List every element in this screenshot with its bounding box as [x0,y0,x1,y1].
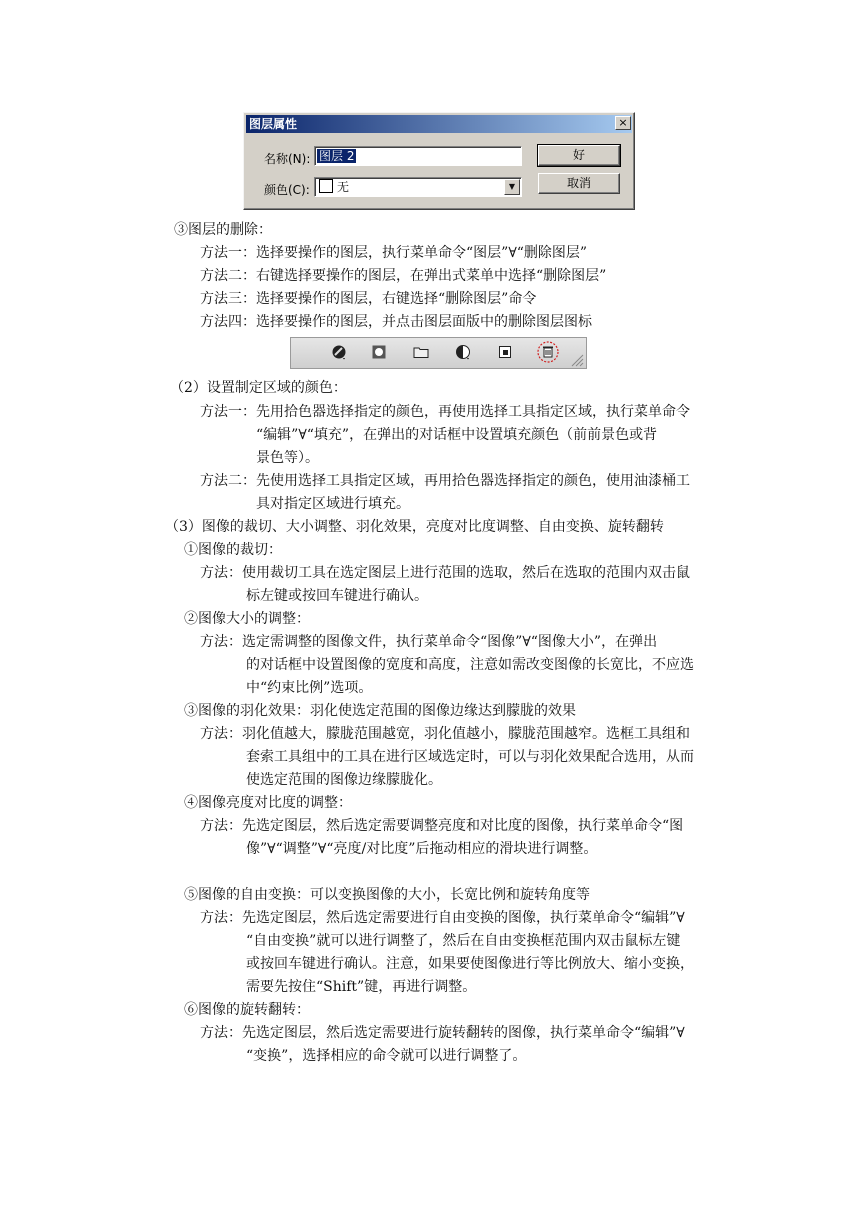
trash-icon[interactable] [537,341,559,363]
layer-properties-dialog [243,112,635,210]
text-line: ④图像亮度对比度的调整： [184,795,352,811]
resize-grip-icon[interactable] [570,352,584,366]
text-line: 像”∀“调整”∀“亮度/对比度”后拖动相应的滑块进行调整。 [246,841,598,857]
text-line: 需要先按住“Shift”键，再进行调整。 [246,979,477,995]
text-line: ③图层的删除： [174,222,272,238]
chevron-down-icon[interactable]: ▼ [504,179,520,195]
layer-style-icon[interactable] [331,344,347,360]
text-line: “自由变换”就可以进行调整了，然后在自由变换框范围内双击鼠标左键 [246,933,681,949]
text-line: 方法二：右键选择要操作的图层，在弹出式菜单中选择“删除图层” [200,268,607,284]
name-label: 名称(N): [264,152,311,166]
text-line: 或按回车键进行确认。注意，如果要使图像进行等比例放大、缩小变换， [246,956,694,972]
text-line: ⑤图像的自由变换：可以变换图像的大小，长宽比例和旋转角度等 [184,887,590,903]
text-line: “变换”，选择相应的命令就可以进行调整了。 [246,1048,527,1064]
text-line: ①图像的裁切： [184,542,282,558]
color-label: 颜色(C): [264,183,310,197]
text-line: 方法：选定需调整的图像文件，执行菜单命令“图像”∀“图像大小”，在弹出 [200,634,658,650]
text-line: ⑥图像的旋转翻转： [184,1002,310,1018]
adjustment-layer-icon[interactable] [455,344,471,360]
text-line: 方法：先选定图层，然后选定需要进行旋转翻转的图像，执行菜单命令“编辑”∀ [200,1025,685,1041]
text-line: （3）图像的裁切、大小调整、羽化效果，亮度对比度调整、自由变换、旋转翻转 [165,519,664,535]
text-line: 套索工具组中的工具在进行区域选定时，可以与羽化效果配合选用，从而 [246,749,694,765]
folder-icon[interactable] [413,344,429,360]
name-field[interactable] [314,146,522,166]
close-icon[interactable]: × [615,116,631,130]
text-line: 方法：使用裁切工具在选定图层上进行范围的选取，然后在选取的范围内双击鼠 [200,565,690,581]
ok-button[interactable]: 好 [538,145,620,166]
text-line: 方法三：选择要操作的图层，右键选择“删除图层”命令 [200,291,537,307]
text-line: ②图像大小的调整： [184,611,310,627]
cancel-button[interactable]: 取消 [538,173,620,194]
text-line: 景色等）。 [256,450,319,466]
mask-icon[interactable] [371,344,387,360]
color-value: 无 [337,180,350,194]
text-line: 方法二：先使用选择工具指定区域，再用拾色器选择指定的颜色，使用油漆桶工 [200,473,690,489]
layers-panel-toolbar [290,337,587,369]
text-line: 标左键或按回车键进行确认。 [246,588,428,604]
text-line: 方法：羽化值越大，朦胧范围越宽，羽化值越小，朦胧范围越窄。选框工具组和 [200,726,690,742]
color-select[interactable] [314,177,522,197]
text-line: ③图像的羽化效果：羽化使选定范围的图像边缘达到朦胧的效果 [184,703,576,719]
name-value: 图层 2 [319,149,355,163]
text-line: 方法：先选定图层，然后选定需要进行自由变换的图像，执行菜单命令“编辑”∀ [200,910,685,926]
text-line: “编辑”∀“填充”，在弹出的对话框中设置填充颜色（前前景色或背 [256,427,658,443]
dialog-title: 图层属性 [246,115,632,133]
text-line: 方法一：先用拾色器选择指定的颜色，再使用选择工具指定区域，执行菜单命令 [200,404,690,420]
text-line: 的对话框中设置图像的宽度和高度，注意如需改变图像的长宽比，不应选 [246,657,694,673]
color-swatch [319,179,333,193]
text-line: 方法一：选择要操作的图层，执行菜单命令“图层”∀“删除图层” [200,245,588,261]
text-line: （2）设置制定区域的颜色： [170,380,347,396]
text-line: 方法四：选择要操作的图层，并点击图层面版中的删除图层图标 [200,314,592,330]
text-line: 方法：先选定图层，然后选定需要调整亮度和对比度的图像，执行菜单命令“图 [200,818,684,834]
new-layer-icon[interactable] [497,344,513,360]
text-line: 具对指定区域进行填充。 [256,496,410,512]
text-line: 使选定范围的图像边缘朦胧化。 [246,772,442,788]
text-line: 中“约束比例”选项。 [246,680,373,696]
